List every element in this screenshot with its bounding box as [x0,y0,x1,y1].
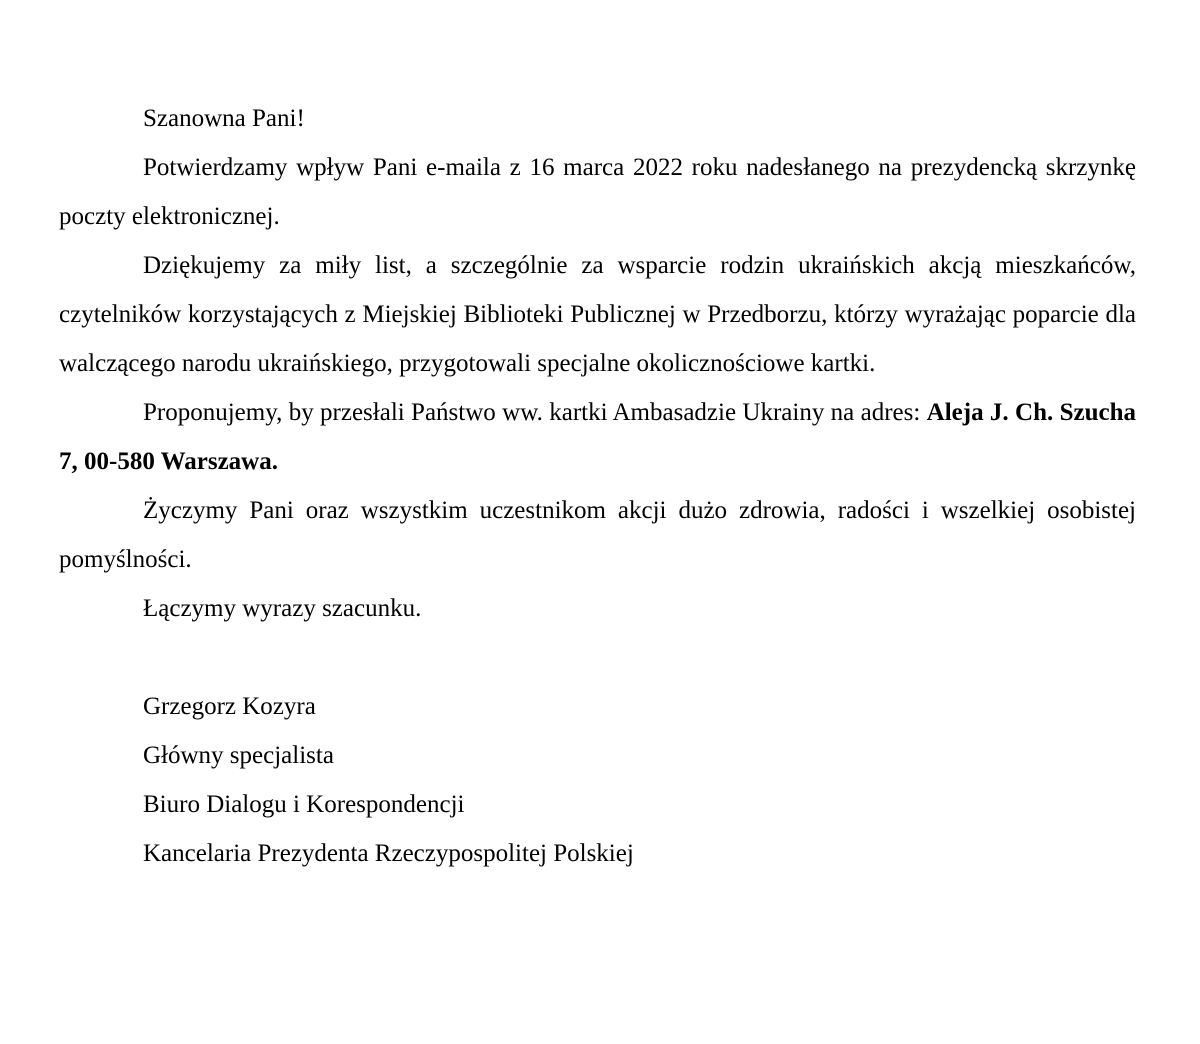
salutation: Szanowna Pani! [143,105,305,132]
paragraph-wishes: Życzymy Pani oraz wszystkim uczestnikom akcji dużo zdrowia, radości i wszelkiej osobistej pomyślności. [59,497,1136,573]
signature-name: Grzegorz Kozyra [143,693,316,720]
signature-position: Główny specjalista [143,742,334,769]
paragraph-confirmation: Potwierdzamy wpływ Pani e-maila z 16 marca 2022 roku nadesłanego na prezydencką skrzynkę poczty elektronicznej. [59,154,1136,230]
letter-page [59,94,1136,878]
paragraph-proposal [59,388,1136,486]
closing: Łączymy wyrazy szacunku. [143,595,422,622]
proposal-text: Proponujemy, by przesłali Państwo ww. kartki Ambasadzie Ukrainy na adres: [143,399,927,426]
signature-institution: Kancelaria Prezydenta Rzeczypospolitej Polskiej [143,840,634,867]
signature-block [59,682,1136,878]
signature-department: Biuro Dialogu i Korespondencji [143,791,465,818]
paragraph-thanks: Dziękujemy za miły list, a szczególnie za wsparcie rodzin ukraińskich akcją mieszkańców, czytelników korzystających z Miejskiej Biblioteki Publicznej w Przedborzu, którzy wyrażając poparcie dla walczącego narodu ukraińskiego, przygotowali specjalne okolicznościowe kartki. [59,252,1136,377]
embassy-address: Aleja J. Ch. Szucha 7, 00-580 Warszawa. [59,399,1136,475]
